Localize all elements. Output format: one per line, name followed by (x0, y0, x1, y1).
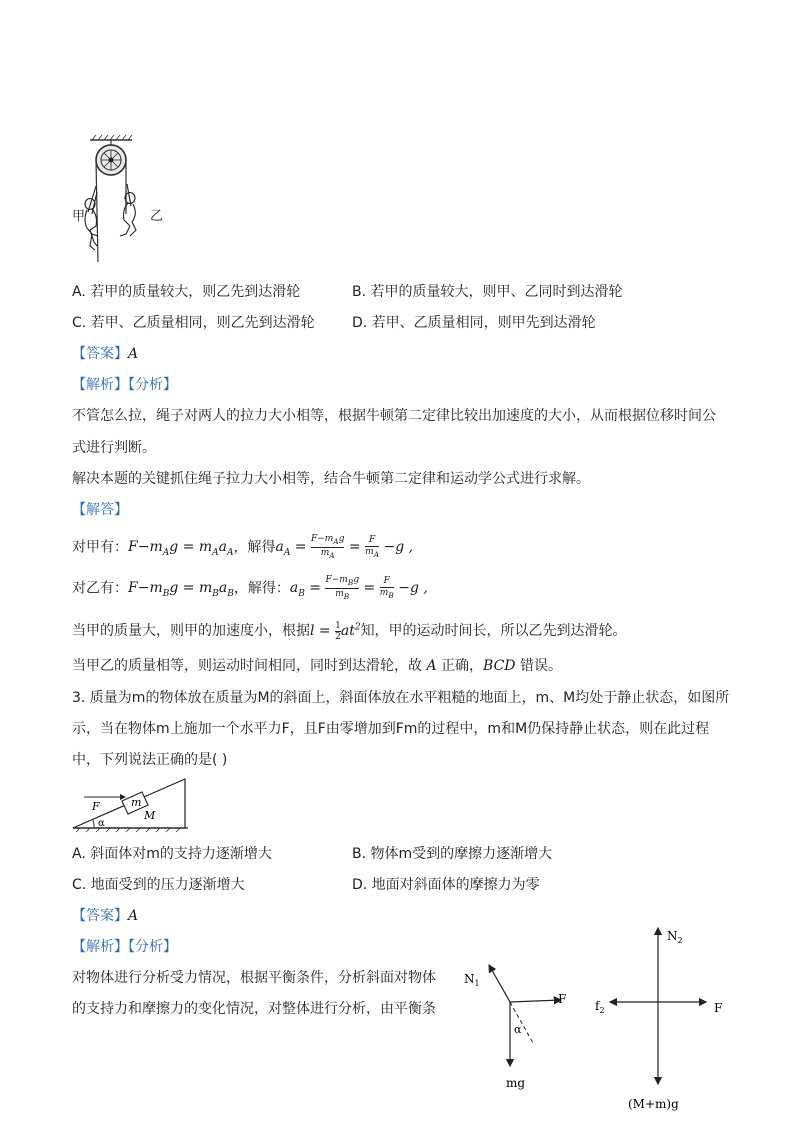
q2-analysis-line-2: 式进行判断。 (72, 440, 156, 456)
fbd2-label-N: N (667, 929, 678, 943)
fbd2-label-N-sub: 2 (677, 936, 683, 945)
eq-yi-body: $F-m_Bg = m_Ba_B$ (128, 580, 234, 600)
q2-analysis-line-1: 不管怎么拉，绳子对两人的拉力大小相等，根据牛顿第二定律比较出加速度的大小，从而根据位移时间公 (72, 408, 716, 424)
q3-stem-line-2: 示，当在物体m上施加一个水平力F，且F由零增加到Fm的过程中，m和M仍保持静止状态，则在此过程 (72, 721, 710, 737)
eq-jia-prefix: 对甲有： (72, 539, 128, 556)
eq-jia-mid: ，解得 (233, 539, 276, 556)
q2-option-a: A. 若甲的质量较大，则乙先到达滑轮 (72, 284, 301, 300)
q3-option-d: D. 地面对斜面体的摩擦力为零 (352, 877, 540, 893)
eq-yi-mid: ，解得： (233, 580, 290, 597)
eq-jia-result: $a_A$ = $F-m_Ag$ $m_A$ = $\frac{F}{m_A}$ −g , (275, 534, 414, 560)
q3-answer-line (72, 905, 138, 925)
fbd1-label-N: N (464, 972, 475, 986)
answer-value: A (128, 908, 139, 924)
incline-figure (70, 776, 194, 834)
fbd2-label-F: F (714, 1001, 723, 1015)
q3-analysis-line-1: 对物体进行分析受力情况，根据平衡条件，分析斜面对物体 (72, 970, 436, 986)
q2-conclusion-2: 当甲乙的质量相等，则运动时间相同，同时到达滑轮，故 A 正确，BCD 错误。 (72, 658, 562, 674)
incline-label-M: M (144, 809, 156, 822)
q2-answer-line (72, 343, 138, 363)
q2-option-b: B. 若甲的质量较大，则甲、乙同时到达滑轮 (352, 284, 623, 300)
fbd1-label-alpha: α (514, 1023, 522, 1036)
q3-analysis-line-2: 的支持力和摩擦力的变化情况，对整体进行分析，由平衡条 (72, 1001, 436, 1017)
label-jia: 甲 (72, 209, 86, 224)
incline-label-m: m (131, 796, 142, 809)
q3-analysis-tag: 【解析】【分析】 (72, 939, 177, 955)
q2-option-d: D. 若甲、乙质量相同，则甲先到达滑轮 (352, 315, 596, 331)
fbd-block (455, 955, 585, 1095)
q3-option-c: C. 地面受到的压力逐渐增大 (72, 877, 245, 893)
q3-option-b: B. 物体m受到的摩擦力逐渐增大 (352, 846, 553, 862)
label-yi: 乙 (150, 209, 164, 224)
fbd-system (588, 920, 738, 1120)
answer-tag: 【答案】 (72, 346, 128, 362)
fbd1-label-N-sub: 1 (474, 979, 480, 988)
fbd1-label-F: F (558, 992, 567, 1006)
eq-jia (72, 534, 413, 561)
q2-conclusion-1: 当甲的质量大，则甲的加速度小，根据l = $\frac{1}{2}$ $at^2$知，甲的运动时间长，所以乙先到达滑轮。 (72, 620, 627, 642)
fbd2-label-f-sub: 2 (599, 1006, 605, 1015)
eq-jia-body: $F-m_Ag = m_Aa_A$ (128, 539, 234, 559)
pulley-figure (68, 134, 158, 264)
fbd2-label-weight: (M+m)g (628, 1097, 679, 1111)
fbd1-label-mg: mg (506, 1076, 526, 1090)
incline-label-alpha: α (98, 818, 105, 829)
q3-stem-line-1: 3. 质量为m的物体放在质量为M的斜面上，斜面体放在水平粗糙的地面上，m、M均处于静止状态，如图所 (72, 690, 730, 706)
fbd2-label-f: f (595, 999, 600, 1013)
q3-stem-line-3: 中，下列说法正确的是( ) (72, 752, 228, 768)
eq-yi (72, 575, 428, 602)
incline-label-F: F (92, 800, 100, 813)
q3-option-a: A. 斜面体对m的支持力逐渐增大 (72, 846, 272, 862)
q2-analysis-line-3: 解决本题的关键抓住绳子拉力大小相等，结合牛顿第二定律和运动学公式进行求解。 (72, 471, 590, 487)
kinematics-formula: l = $\frac{1}{2}$ $at^2$ (310, 620, 361, 642)
q2-analysis-tag: 【解析】【分析】 (72, 377, 177, 393)
svg-text:f2 (595, 999, 605, 1015)
answer-tag: 【答案】 (72, 908, 128, 924)
q2-option-c: C. 若甲、乙质量相同，则乙先到达滑轮 (72, 315, 315, 331)
eq-yi-prefix: 对乙有： (72, 580, 128, 597)
eq-yi-result: $a_B$ = $F-m_Bg$ $m_B$ = $\frac{F}{m_B}$ −g , (289, 575, 428, 601)
svg-text:N1 (464, 972, 480, 988)
q2-solution-tag: 【解答】 (72, 502, 128, 518)
svg-text:N2 (667, 929, 683, 945)
answer-value: A (128, 346, 139, 362)
